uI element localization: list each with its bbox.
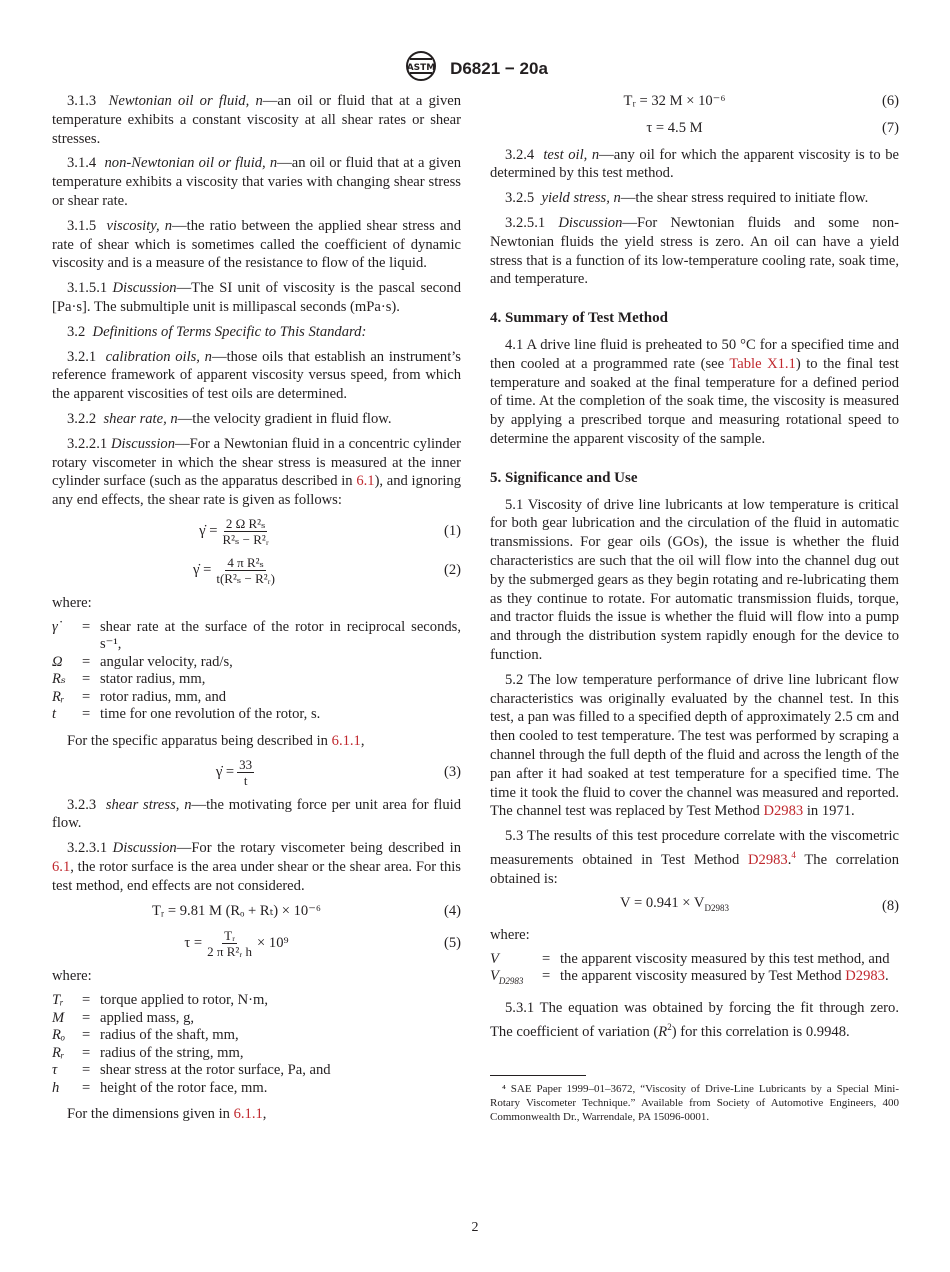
left-column xyxy=(52,92,461,1130)
where-label-3: where: xyxy=(490,927,530,944)
where-row: Rₒ = radius of the shaft, mm, xyxy=(52,1027,239,1044)
equation-3: γ̇ = $\frac{33}{t}$ (3) xyxy=(215,756,461,788)
para-5-2: 5.2 The low temperature performance of drive line lubricant flow characteristics was originally evaluated by the channel test. In this test, a pan was filled to a specified depth of approximately 2.5 cm and then cooled to test temperature. The test was performed by scraping a channel through the full depth of the fluid and across the length of the pan after it had soaked at test temperature for a specified time. The time it took the fluid to cover the channel was measured and reported. The channel test was replaced by Test Method D2983 in 1971. xyxy=(490,671,899,820)
section-heading-5: 5. Significance and Use xyxy=(490,469,638,486)
where-row: τ = shear stress at the rotor surface, Pa, and xyxy=(52,1062,331,1079)
link-6-1-1[interactable]: 6.1.1 xyxy=(233,1106,263,1123)
link-table-x1-1[interactable]: Table X1.1 xyxy=(729,355,796,372)
equation-4: Tᵣ = 9.81 M (Rₒ + Rₜ) × 10⁻⁶ (4) xyxy=(151,902,461,919)
para-3-2-3-1: 3.2.3.1 Discussion—For the rotary viscometer being described in 6.1, the rotor surface is the area under shear or the shear area. For this test method, end effects are not considered. xyxy=(52,840,461,894)
document-designation: D6821 − 20a xyxy=(450,58,548,78)
where-row: γ̇ = shear rate at the surface of the rotor in reciprocal seconds, s⁻¹, xyxy=(52,618,461,653)
para-3-2: 3.2 Definitions of Terms Specific to This Standard: xyxy=(67,323,367,340)
para-3-1-5: 3.1.5 viscosity, n—the ratio between the applied shear stress and rate of shear which is sometimes called the coefficient of dynamic viscosity and is a measure of the resistance to flow of the liquid. xyxy=(52,217,461,272)
where-row: t = time for one revolution of the rotor, s. xyxy=(52,706,321,723)
link-d2983[interactable]: D2983 xyxy=(763,803,804,820)
para-3-1-4: 3.1.4 non-Newtonian oil or fluid, n—an oil or fluid that at a given temperature exhibits a viscosity that varies with changing shear stress or shear rate. xyxy=(52,155,461,209)
equation-5: τ = $\frac{\text{Tᵣ}}{\text{2 π R²ᵣ h}}$ × 10⁹ (5) xyxy=(184,928,461,960)
para-5-1: 5.1 Viscosity of drive line lubricants at low temperature is critical for both gear lubrication and the circulation of the fluid in automatic transmissions. For gear oils (GOs), the issue is whether the fluid characteristics are such that the oil will flow into the channel dug out by the submerged gears as they begin rotating and re-lubricating them as they continue to rotate. For automatic transmission fluids, torque, and tractor fluids the issue is whether the fluid will flow into a pump and through the distribution system rapidly enough for the device to function. xyxy=(490,496,899,663)
para-3-2-1: 3.2.1 calibration oils, n—those oils that establish an instrument’s reference framework of apparent viscosity versus speed, from which the apparent viscosities of test oils are determined. xyxy=(52,348,461,403)
where-list-3 xyxy=(490,951,899,991)
svg-text:ASTM: ASTM xyxy=(406,63,436,73)
where-row: M = applied mass, g, xyxy=(52,1009,195,1026)
para-dimensions: For the dimensions given in 6.1.1, xyxy=(67,1106,267,1123)
equation-6: Tᵣ = 32 M × 10⁻⁶ (6) xyxy=(623,93,899,109)
where-row: Rᵣ = radius of the string, mm, xyxy=(52,1044,244,1061)
equation-2: γ̇ = $\frac{\text{4 π R²ₛ}}{\text{t(R²ₛ − R²ᵣ)}}$ (2) xyxy=(193,554,461,586)
where-row: Rᵣ = rotor radius, mm, and xyxy=(52,688,227,705)
where-row: h = height of the rotor face, mm. xyxy=(52,1079,268,1096)
para-3-1-5-1: 3.1.5.1 Discussion—The SI unit of viscosity is the pascal second [Pa·s]. The submultiple unit is millipascal seconds (mPa·s). xyxy=(52,280,461,315)
para-4-1: 4.1 A drive line fluid is preheated to 50 °C for a specified time and then cooled at a programmed rate (see Table X1.1) to the final test temperature and soaked at the final temperature for a defined period of time. At the completion of the soak time, the viscosity is measured by applying a prescribed torque and measuring rotational speed to determine the apparent viscosity of the sample. xyxy=(490,336,899,447)
where-row: Tᵣ = torque applied to rotor, N·m, xyxy=(52,992,269,1009)
para-3-2-2-1: 3.2.2.1 Discussion—For a Newtonian fluid in a concentric cylinder rotary viscometer in which the shear stress is measured at the inner cylinder surface (such as the apparatus described in 6.1), and ignoring any end effects, the shear rate is given as follows: xyxy=(52,435,461,509)
para-3-1-3: 3.1.3 Newtonian oil or fluid, n—an oil or fluid that at a given temperature exhibits a constant viscosity at all shear rates or shear stresses. xyxy=(52,93,462,147)
where-list-1 xyxy=(52,619,461,724)
para-3-2-5-1: 3.2.5.1 Discussion—For Newtonian fluids and some non-Newtonian fluids the yield stress is zero. An oil can have a yield stress that is a function of its low-temperature cooling rate, soak time, and temperature. xyxy=(490,214,899,288)
section-heading-4: 4. Summary of Test Method xyxy=(490,310,668,327)
para-3-2-3: 3.2.3 shear stress, n—the motivating force per unit area for fluid flow. xyxy=(52,796,461,832)
link-6-1[interactable]: 6.1 xyxy=(356,473,375,490)
equation-1: γ̇ = $\frac{\text{2 Ω R²ₛ}}{\text{R²ₛ − R²ᵣ}}$ (1) xyxy=(199,515,461,547)
page-header xyxy=(0,50,950,86)
para-3-2-2: 3.2.2 shear rate, n—the velocity gradient in fluid flow. xyxy=(67,410,392,427)
where-row: Ω = angular velocity, rad/s, xyxy=(52,653,233,670)
where-row: $V_{D2983}$ = the apparent viscosity measured by Test Method D2983. xyxy=(490,968,889,987)
footnote-4: ⁴ SAE Paper 1999–01–3672, “Viscosity of Drive-Line Lubricants by a Special Mini-Rotary Viscometer Technique.” Available from Society of Automotive Engineers, 400 Commonwealth Dr., Warrendale, PA 15096-0001. xyxy=(490,1083,899,1124)
link-d2983[interactable]: D2983 xyxy=(845,968,885,985)
para-5-3: 5.3 The results of this test procedure correlate with the viscometric measurements obtained in Test Method D2983.$^4$ The correlation obtained is: xyxy=(490,828,899,887)
right-column xyxy=(490,92,899,1130)
link-d2983[interactable]: D2983 xyxy=(748,851,788,868)
link-6-1[interactable]: 6.1 xyxy=(52,858,71,875)
astm-logo-icon xyxy=(402,50,440,87)
equation-8: $V = 0.941 \times V_{D2983}$ (8) xyxy=(620,895,899,914)
where-label-2: where: xyxy=(52,968,92,985)
where-row: Rₛ = stator radius, mm, xyxy=(52,671,206,688)
equation-7: τ = 4.5 M (7) xyxy=(646,119,899,136)
footnote-divider xyxy=(490,1075,586,1076)
footnote-ref-4[interactable]: 4 xyxy=(791,849,796,860)
para-5-3-1: 5.3.1 The equation was obtained by forcing the fit through zero. The coefficient of variation $(R^2)$ for this correlation is 0.9948. xyxy=(490,999,899,1040)
where-list-2 xyxy=(52,992,461,1097)
link-6-1-1[interactable]: 6.1.1 xyxy=(331,732,361,749)
para-specific-apparatus: For the specific apparatus being described in 6.1.1, xyxy=(67,732,365,749)
para-3-2-4: 3.2.4 test oil, n—any oil for which the apparent viscosity is to be determined by this test method. xyxy=(490,146,899,182)
where-label-1: where: xyxy=(52,594,92,611)
page-number: 2 xyxy=(471,1220,479,1235)
para-3-2-5: 3.2.5 yield stress, n—the shear stress required to initiate flow. xyxy=(505,190,869,207)
where-row: V = the apparent viscosity measured by this test method, and xyxy=(490,950,890,967)
